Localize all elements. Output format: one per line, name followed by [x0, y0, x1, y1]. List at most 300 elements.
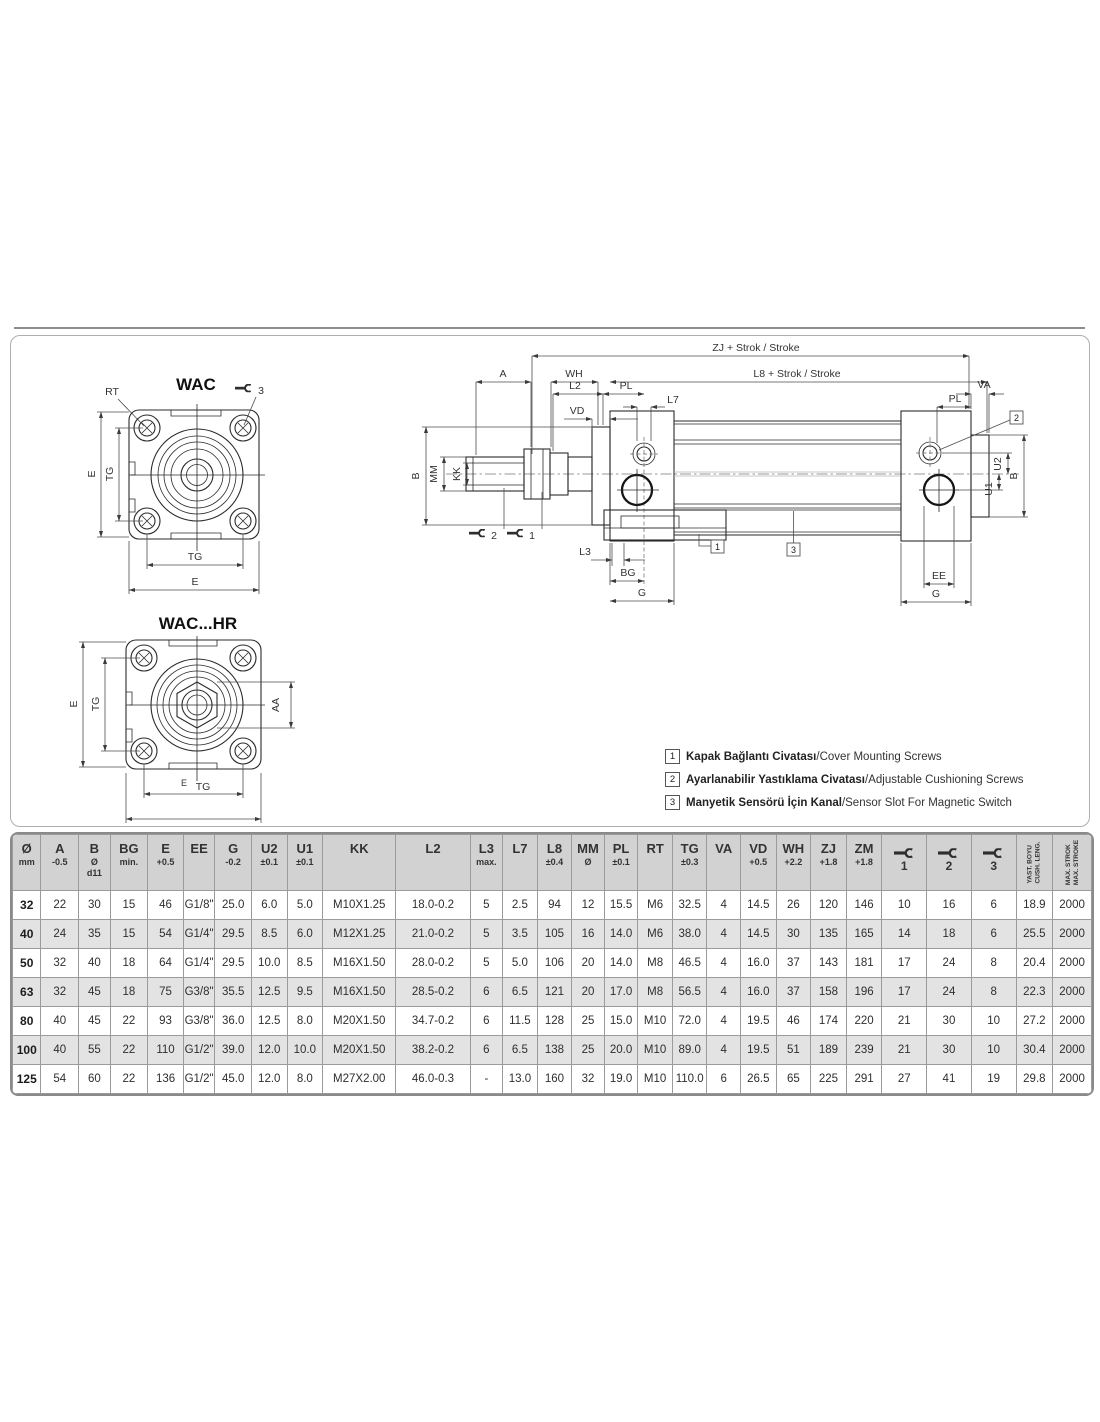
- table-cell: 89.0: [672, 1036, 707, 1065]
- wrench-icon: [938, 848, 959, 858]
- column-header-label: Ø: [21, 841, 32, 856]
- callout-3: 3: [790, 545, 797, 555]
- table-cell: 16.0: [741, 978, 777, 1007]
- table-cell: 106: [537, 949, 572, 978]
- table-cell: 54: [41, 1065, 79, 1094]
- column-header-label: WH: [782, 841, 805, 856]
- table-cell: 291: [846, 1065, 882, 1094]
- table-cell: 6: [707, 1065, 741, 1094]
- table-cell: 220: [846, 1007, 882, 1036]
- table-cell: 45: [79, 1007, 111, 1036]
- legend-number-box: 3: [665, 795, 680, 810]
- table-cell: 46.5: [672, 949, 707, 978]
- column-header: [503, 835, 538, 891]
- callout-3: 3: [258, 385, 264, 397]
- dim-label-ee: EE: [931, 570, 947, 582]
- table-cell: 189: [811, 1036, 847, 1065]
- table-cell: 18.0-0.2: [396, 891, 470, 920]
- dim-label-pl: PL: [619, 380, 633, 392]
- table-cell: M12X1.25: [323, 920, 396, 949]
- column-header-tolerance: max.: [476, 857, 497, 867]
- column-header: [537, 835, 572, 891]
- table-cell: 12.0: [251, 1036, 287, 1065]
- dim-label-tg: TG: [187, 551, 203, 563]
- column-header-label: U1: [296, 841, 314, 856]
- column-header-tolerance: Ø: [584, 857, 592, 867]
- table-cell: 6.5: [503, 978, 538, 1007]
- dim-label-kk: KK: [451, 466, 463, 482]
- table-row: [13, 920, 1092, 949]
- wrench-icon: [983, 848, 1004, 858]
- column-header: [323, 835, 396, 891]
- dim-label-vd: VD: [569, 405, 585, 417]
- table-cell: 181: [846, 949, 882, 978]
- column-header-label: ZM: [854, 841, 874, 856]
- table-cell: 6: [470, 1007, 503, 1036]
- table-cell: 15: [110, 920, 148, 949]
- wrench-icon: [507, 530, 523, 537]
- legend-number-box: 1: [665, 749, 680, 764]
- table-cell: 4: [707, 891, 741, 920]
- table-cell: 14: [882, 920, 927, 949]
- table-cell: 19.0: [604, 1065, 638, 1094]
- column-header: [638, 835, 673, 891]
- table-cell: 25: [572, 1007, 605, 1036]
- column-header: [183, 835, 215, 891]
- table-cell: 6.5: [503, 1036, 538, 1065]
- dim-label-l2: L2: [569, 380, 581, 392]
- table-cell: 4: [707, 1036, 741, 1065]
- diameter-cell: 63: [13, 978, 41, 1007]
- table-cell: 32: [572, 1065, 605, 1094]
- column-header-label: ZJ: [820, 841, 837, 856]
- table-cell: 2000: [1053, 978, 1092, 1007]
- table-cell: 6: [470, 978, 503, 1007]
- column-header-tolerance: -0.2: [225, 857, 241, 867]
- table-cell: 14.5: [741, 891, 777, 920]
- wac-title: WAC: [176, 375, 216, 394]
- table-cell: 37: [776, 978, 811, 1007]
- table-cell: 8: [971, 949, 1016, 978]
- table-cell: 3.5: [503, 920, 538, 949]
- table-cell: 18: [927, 920, 972, 949]
- table-cell: 30: [927, 1007, 972, 1036]
- column-header-label: L7: [512, 841, 528, 856]
- table-cell: 16: [927, 891, 972, 920]
- table-cell: 28.0-0.2: [396, 949, 470, 978]
- dim-label-e: E: [68, 700, 80, 708]
- column-header-tolerance: ±0.1: [612, 857, 630, 867]
- table-cell: 110.0: [672, 1065, 707, 1094]
- table-cell: 60: [79, 1065, 111, 1094]
- table-cell: 32: [41, 949, 79, 978]
- sensor-slot: [621, 516, 679, 528]
- table-cell: 20.0: [604, 1036, 638, 1065]
- column-header-tolerance: +1.8: [819, 857, 838, 867]
- dim-label-va: VA: [977, 379, 991, 391]
- column-header: [287, 835, 323, 891]
- table-cell: M16X1.50: [323, 949, 396, 978]
- table-cell: 32.5: [672, 891, 707, 920]
- column-header: [470, 835, 503, 891]
- table-cell: 10.0: [251, 949, 287, 978]
- table-cell: 55: [79, 1036, 111, 1065]
- table-cell: 8.0: [287, 1065, 323, 1094]
- table-cell: 26.5: [741, 1065, 777, 1094]
- table-cell: 5.0: [503, 949, 538, 978]
- diameter-cell: 125: [13, 1065, 41, 1094]
- table-cell: 29.8: [1016, 1065, 1053, 1094]
- dimensions-table-wrap: [10, 832, 1094, 1096]
- table-cell: 34.7-0.2: [396, 1007, 470, 1036]
- table-row: [13, 1036, 1092, 1065]
- table-cell: 19: [971, 1065, 1016, 1094]
- diameter-cell: 100: [13, 1036, 41, 1065]
- table-cell: 64: [148, 949, 184, 978]
- legend-text-tr: Kapak Bağlantı Civatası: [686, 750, 817, 763]
- table-cell: 4: [707, 978, 741, 1007]
- table-cell: 2000: [1053, 920, 1092, 949]
- table-cell: 110: [148, 1036, 184, 1065]
- table-cell: 4: [707, 920, 741, 949]
- column-header-tolerance: d11: [86, 868, 102, 878]
- wrench-icon: [235, 385, 251, 392]
- diameter-cell: 40: [13, 920, 41, 949]
- table-cell: 2000: [1053, 1007, 1092, 1036]
- vertical-column-header: [1053, 835, 1092, 891]
- callout-2: 2: [491, 530, 497, 542]
- column-header: [604, 835, 638, 891]
- table-cell: 9.5: [287, 978, 323, 1007]
- dim-label-rt: RT: [105, 386, 119, 398]
- vertical-column-header: [1016, 835, 1053, 891]
- dim-label-l3: L3: [579, 546, 591, 558]
- table-cell: 165: [846, 920, 882, 949]
- legend-text-en: Sensor Slot For Magnetic Switch: [845, 796, 1012, 809]
- wrench-column-header: 1: [882, 835, 927, 891]
- table-cell: 46: [148, 891, 184, 920]
- table-cell: 25.5: [1016, 920, 1053, 949]
- table-row: [13, 949, 1092, 978]
- table-cell: 5: [470, 949, 503, 978]
- table-cell: M8: [638, 949, 673, 978]
- column-header-tolerance: +0.5: [156, 857, 175, 867]
- table-cell: 12.5: [251, 1007, 287, 1036]
- table-cell: G3/8": [183, 978, 215, 1007]
- dim-label-mm: MM: [428, 465, 440, 483]
- table-cell: 32: [41, 978, 79, 1007]
- dim-label-l8-stroke: L8 + Strok / Stroke: [753, 368, 841, 380]
- table-cell: 10: [971, 1036, 1016, 1065]
- table-cell: 6: [470, 1036, 503, 1065]
- table-cell: 54: [148, 920, 184, 949]
- table-cell: M10: [638, 1065, 673, 1094]
- table-cell: 65: [776, 1065, 811, 1094]
- table-cell: G1/4": [183, 920, 215, 949]
- column-header-label: L8: [546, 841, 563, 856]
- table-cell: 16.0: [741, 949, 777, 978]
- table-cell: 30: [79, 891, 111, 920]
- table-cell: 10: [882, 891, 927, 920]
- table-cell: 239: [846, 1036, 882, 1065]
- column-header-label: VA: [715, 841, 733, 856]
- legend-separator: /: [865, 773, 869, 786]
- table-cell: 105: [537, 920, 572, 949]
- table-cell: 2000: [1053, 949, 1092, 978]
- table-cell: 24: [927, 949, 972, 978]
- table-cell: 25: [572, 1036, 605, 1065]
- table-cell: 17: [882, 949, 927, 978]
- column-header-tolerance: ±0.3: [680, 857, 699, 867]
- column-header-label: RT: [646, 841, 664, 856]
- dim-label-u1: U1: [983, 482, 995, 496]
- table-cell: 18: [110, 949, 148, 978]
- legend-text-en: Cover Mounting Screws: [819, 750, 942, 763]
- table-cell: 25.0: [215, 891, 252, 920]
- column-header: [672, 835, 707, 891]
- column-header-label: L3: [478, 841, 494, 856]
- dim-label-g: G: [931, 588, 941, 600]
- column-header-tolerance: ±0.4: [545, 857, 564, 867]
- table-cell: 29.5: [215, 949, 252, 978]
- table-cell: 41: [927, 1065, 972, 1094]
- table-cell: 11.5: [503, 1007, 538, 1036]
- table-cell: 38.0: [672, 920, 707, 949]
- wac-front-view: [86, 375, 265, 594]
- column-header-label: U2: [260, 841, 278, 856]
- table-cell: 2000: [1053, 891, 1092, 920]
- table-cell: M10: [638, 1036, 673, 1065]
- table-cell: M20X1.50: [323, 1007, 396, 1036]
- table-cell: 56.5: [672, 978, 707, 1007]
- table-cell: 94: [537, 891, 572, 920]
- table-cell: M20X1.50: [323, 1036, 396, 1065]
- table-cell: 40: [79, 949, 111, 978]
- column-header-tolerance: Ø: [90, 857, 98, 867]
- table-cell: 16: [572, 920, 605, 949]
- table-cell: 37: [776, 949, 811, 978]
- table-cell: 17: [882, 978, 927, 1007]
- table-cell: 5: [470, 891, 503, 920]
- table-cell: M27X2.00: [323, 1065, 396, 1094]
- table-cell: 46.0-0.3: [396, 1065, 470, 1094]
- column-header: [776, 835, 811, 891]
- dim-label-g: G: [637, 587, 647, 599]
- table-cell: 15.0: [604, 1007, 638, 1036]
- dim-label-bg: BG: [620, 567, 636, 579]
- table-cell: 2000: [1053, 1036, 1092, 1065]
- table-cell: 4: [707, 1007, 741, 1036]
- diameter-cell: 50: [13, 949, 41, 978]
- column-header-tolerance: mm: [18, 857, 35, 867]
- callout-1: 1: [714, 542, 721, 552]
- wac-hr-front-view: [68, 614, 295, 823]
- table-cell: 14.5: [741, 920, 777, 949]
- wrench-column-header: 3: [971, 835, 1016, 891]
- column-header-label: L2: [425, 841, 441, 856]
- table-cell: 27.2: [1016, 1007, 1053, 1036]
- table-cell: 225: [811, 1065, 847, 1094]
- table-cell: 18.9: [1016, 891, 1053, 920]
- table-cell: -: [470, 1065, 503, 1094]
- column-header-label: VD: [749, 841, 768, 856]
- table-cell: 39.0: [215, 1036, 252, 1065]
- table-cell: G1/4": [183, 949, 215, 978]
- diameter-cell: 80: [13, 1007, 41, 1036]
- legend-separator: /: [816, 750, 820, 763]
- table-cell: 8.5: [251, 920, 287, 949]
- legend-number-box: 2: [665, 772, 680, 787]
- dim-label-tg: TG: [104, 466, 116, 482]
- table-cell: 35.5: [215, 978, 252, 1007]
- table-cell: 143: [811, 949, 847, 978]
- table-cell: 8.5: [287, 949, 323, 978]
- column-header: [110, 835, 148, 891]
- column-header-label: MM: [577, 841, 599, 856]
- table-cell: 15.5: [604, 891, 638, 920]
- table-cell: M6: [638, 891, 673, 920]
- table-cell: 22: [110, 1065, 148, 1094]
- table-cell: 46: [776, 1007, 811, 1036]
- table-cell: 72.0: [672, 1007, 707, 1036]
- table-row: [13, 1065, 1092, 1094]
- legend-text-tr: Manyetik Sensörü İçin Kanal: [686, 796, 842, 809]
- table-cell: G3/8": [183, 1007, 215, 1036]
- table-cell: 120: [811, 891, 847, 920]
- table-cell: 160: [537, 1065, 572, 1094]
- table-cell: 6.0: [287, 920, 323, 949]
- column-header: [251, 835, 287, 891]
- table-cell: 8: [971, 978, 1016, 1007]
- column-header-tolerance: +1.8: [855, 857, 873, 867]
- table-cell: 2.5: [503, 891, 538, 920]
- dim-label-tg: TG: [90, 696, 102, 712]
- table-cell: 6.0: [251, 891, 287, 920]
- dim-label-b: B: [410, 472, 422, 480]
- table-cell: 5.0: [287, 891, 323, 920]
- column-header: [215, 835, 252, 891]
- column-header-label: A: [55, 841, 65, 856]
- column-header-tolerance: ±0.1: [296, 857, 314, 867]
- column-header: [396, 835, 470, 891]
- table-cell: G1/2": [183, 1065, 215, 1094]
- column-header-label: KK: [349, 841, 369, 856]
- table-cell: M8: [638, 978, 673, 1007]
- column-header: [13, 835, 41, 891]
- table-cell: 14.0: [604, 920, 638, 949]
- table-cell: 20: [572, 978, 605, 1007]
- table-cell: 6: [971, 920, 1016, 949]
- cylinder-side-view: [410, 342, 1028, 606]
- table-cell: 93: [148, 1007, 184, 1036]
- dim-label-e: E: [191, 576, 199, 588]
- table-cell: 20: [572, 949, 605, 978]
- column-header-label: E: [161, 841, 170, 856]
- wac-hr-title: WAC...HR: [158, 614, 238, 633]
- table-cell: 29.5: [215, 920, 252, 949]
- column-header-tolerance: ±0.1: [260, 857, 278, 867]
- column-header: [148, 835, 184, 891]
- column-header: [741, 835, 777, 891]
- table-cell: 45.0: [215, 1065, 252, 1094]
- table-cell: 17.0: [604, 978, 638, 1007]
- dim-label-zj-stroke: ZJ + Strok / Stroke: [712, 342, 800, 354]
- table-cell: 128: [537, 1007, 572, 1036]
- table-cell: 22: [110, 1036, 148, 1065]
- table-cell: 22: [41, 891, 79, 920]
- table-cell: 22: [110, 1007, 148, 1036]
- table-cell: 121: [537, 978, 572, 1007]
- table-cell: 30: [776, 920, 811, 949]
- table-cell: 4: [707, 949, 741, 978]
- table-cell: 19.5: [741, 1036, 777, 1065]
- table-cell: 138: [537, 1036, 572, 1065]
- dimensions-table: [12, 834, 1092, 1094]
- dim-label-b: B: [1008, 472, 1020, 480]
- diameter-cell: 32: [13, 891, 41, 920]
- table-cell: 146: [846, 891, 882, 920]
- table-cell: 12.5: [251, 978, 287, 1007]
- table-row: [13, 891, 1092, 920]
- table-cell: 27: [882, 1065, 927, 1094]
- dim-label-wh: WH: [565, 368, 583, 380]
- table-cell: 136: [148, 1065, 184, 1094]
- table-cell: 30: [927, 1036, 972, 1065]
- wrench-icon: [894, 848, 915, 858]
- column-header-tolerance: +2.2: [784, 857, 803, 867]
- table-cell: 45: [79, 978, 111, 1007]
- table-cell: 35: [79, 920, 111, 949]
- legend: [665, 749, 1089, 818]
- dim-label-aa: AA: [270, 697, 282, 713]
- dim-label-e: E: [180, 778, 188, 788]
- column-header-tolerance: -0.5: [52, 857, 68, 867]
- legend-text-en: Adjustable Cushioning Screws: [868, 773, 1024, 786]
- legend-separator: /: [841, 796, 846, 809]
- table-cell: 158: [811, 978, 847, 1007]
- table-cell: 10: [971, 1007, 1016, 1036]
- column-header-label: B: [89, 841, 100, 856]
- table-row: [13, 978, 1092, 1007]
- wrench-column-header: 2: [927, 835, 972, 891]
- table-cell: 12: [572, 891, 605, 920]
- table-cell: 38.2-0.2: [396, 1036, 470, 1065]
- table-cell: M10X1.25: [323, 891, 396, 920]
- column-header-label: TG: [680, 841, 699, 856]
- column-header: [572, 835, 605, 891]
- dim-label-pl: PL: [948, 393, 962, 405]
- column-header-label: EE: [190, 841, 208, 856]
- legend-item: [665, 749, 1089, 764]
- column-header: [79, 835, 111, 891]
- table-cell: 40: [41, 1007, 79, 1036]
- table-cell: 40: [41, 1036, 79, 1065]
- column-header-label: G: [228, 841, 239, 856]
- column-header: [846, 835, 882, 891]
- column-header: [811, 835, 847, 891]
- table-cell: 196: [846, 978, 882, 1007]
- header-row: [13, 835, 1092, 891]
- table-cell: 30.4: [1016, 1036, 1053, 1065]
- table-cell: 75: [148, 978, 184, 1007]
- legend-item: [665, 772, 1089, 787]
- table-cell: 22.3: [1016, 978, 1053, 1007]
- table-cell: 15: [110, 891, 148, 920]
- table-cell: 13.0: [503, 1065, 538, 1094]
- table-cell: 6: [971, 891, 1016, 920]
- table-cell: 24: [927, 978, 972, 1007]
- table-cell: 21: [882, 1036, 927, 1065]
